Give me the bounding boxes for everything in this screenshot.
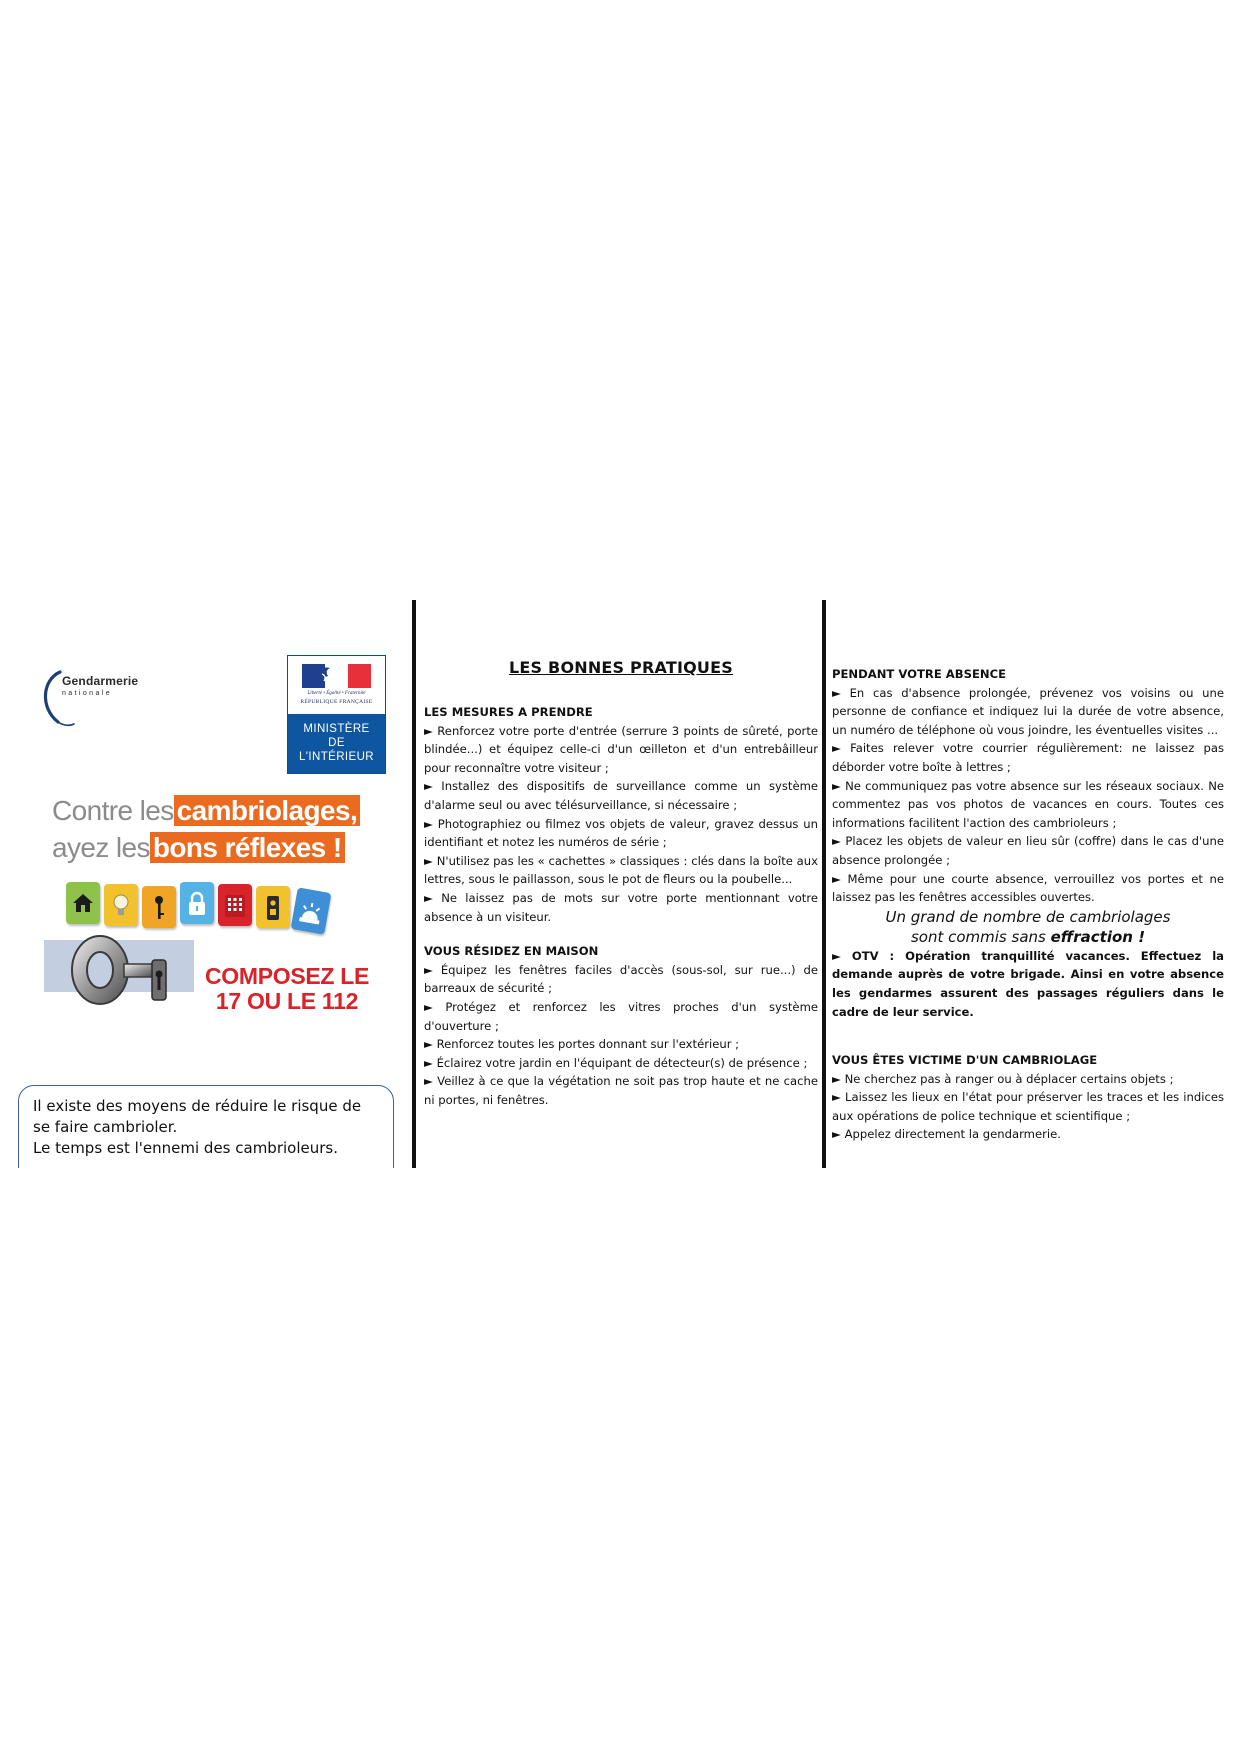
list-item: ► Équipez les fenêtres faciles d'accès (sous-sol, sur rue...) de barreaux de sécurité ; <box>424 962 818 996</box>
right-text-block <box>832 665 1224 1144</box>
campaign-slogan <box>52 792 372 866</box>
big-key-icon <box>66 930 186 1020</box>
slogan-line-1-prefix: Contre les <box>52 795 174 826</box>
ministere-line-3: L'INTÉRIEUR <box>299 751 374 763</box>
list-item: ► Faites relever votre courrier régulièrement: ne laissez pas déborder votre boîte à lettres ; <box>832 741 1224 774</box>
ministere-line-1: MINISTÈRE <box>303 723 370 735</box>
effraction-note-line-2 <box>832 927 1224 947</box>
main-title: LES BONNES PRATIQUES <box>509 658 733 677</box>
keypad-icon <box>218 884 252 926</box>
column-divider-2 <box>822 600 826 1168</box>
left-panel <box>0 600 410 1168</box>
right-panel <box>832 600 1232 1168</box>
list-item: ► Protégez et renforcez les vitres proches d'un système d'ouverture ; <box>424 999 818 1033</box>
composez-line-2: 17 OU LE 112 <box>215 988 359 1014</box>
gendarmerie-name: Gendarmerie <box>62 674 139 688</box>
slogan-line-1 <box>52 792 372 829</box>
marianne-block <box>288 656 385 714</box>
list-item: ► Veillez à ce que la végétation ne soit pas trop haute et ne cache ni portes, ni fenêtres. <box>424 1074 818 1107</box>
middle-panel <box>422 600 820 1168</box>
ministere-name <box>288 722 385 764</box>
list-item: ► Laissez les lieux en l'état pour préserver les traces et les indices aux opérations de police technique et scientifique ; <box>832 1090 1224 1123</box>
effraction-note-bold: effraction ! <box>1050 927 1146 946</box>
section-heading-victime: VOUS ÊTES VICTIME D'UN CAMBRIOLAGE <box>832 1053 1098 1068</box>
otv-paragraph: ► OTV : Opération tranquillité vacances. Effectuez la demande auprès de votre brigade. Ainsi en votre absence les gendarmes assurent des passages réguliers dans le cadre de leur service. <box>832 948 1224 1019</box>
list-item: ► Appelez directement la gendarmerie. <box>832 1127 1061 1142</box>
list-item: ► Ne cherchez pas à ranger ou à déplacer certains objets ; <box>832 1071 1174 1086</box>
list-item: ► Éclairez votre jardin en l'équipant de détecteur(s) de présence ; <box>424 1055 808 1070</box>
republique-francaise-label: RÉPUBLIQUE FRANÇAISE <box>300 699 373 705</box>
list-item: ► N'utilisez pas les « cachettes » classiques : clés dans la boîte aux lettres, sous le paillasson, sous le pot de fleurs ou la poubelle... <box>424 853 818 887</box>
emergency-numbers <box>192 964 382 1014</box>
list-item: ► Ne communiquez pas votre absence sur les réseaux sociaux. Ne commentez pas vos photos de vacances en cours. Toutes ces informations facilitent l'action des cambrioleurs ; <box>832 778 1224 830</box>
section-heading-absence: PENDANT VOTRE ABSENCE <box>832 667 1006 681</box>
effraction-note-line-1: Un grand de nombre de cambriolages <box>885 907 1171 926</box>
ministere-logo <box>287 655 386 774</box>
effraction-note-prefix: sont commis sans <box>910 927 1051 946</box>
section-heading-maison: VOUS RÉSIDEZ EN MAISON <box>424 944 599 959</box>
gendarmerie-subtitle: nationale <box>62 690 113 697</box>
key-icon <box>142 886 176 928</box>
column-divider-1 <box>412 600 416 1168</box>
slogan-line-2 <box>52 829 372 866</box>
padlock-icon <box>180 882 214 924</box>
alarm-light-icon <box>291 887 332 934</box>
composez-line-1: COMPOSEZ LE <box>204 963 370 989</box>
list-item: ► En cas d'absence prolongée, prévenez vos voisins ou une personne de confiance et indiquez lui la durée de votre absence, un numéro de téléphone où vous joindre, les éventuelles visites ... <box>832 685 1224 737</box>
slogan-line-2-highlight: bons réflexes ! <box>150 832 345 863</box>
ministere-line-2: DE <box>328 737 345 749</box>
leaflet-sheet <box>0 600 1240 1168</box>
intro-box <box>18 1085 394 1168</box>
list-item: ► Renforcez toutes les portes donnant sur l'extérieur ; <box>424 1037 740 1052</box>
intercom-icon <box>256 886 290 928</box>
gendarmerie-logo <box>38 668 148 728</box>
bulb-icon <box>104 884 138 926</box>
slogan-line-1-highlight: cambriolages, <box>174 795 361 826</box>
list-item: ► Ne laissez pas de mots sur votre porte mentionnant votre absence à un visiteur. <box>424 890 818 924</box>
section-heading-mesures: LES MESURES A PRENDRE <box>424 705 593 719</box>
intro-line-2: Le temps est l'ennemi des cambrioleurs. <box>33 1139 338 1157</box>
marianne-profile-icon <box>312 664 334 688</box>
security-icons-row <box>66 876 341 934</box>
republique-devise: Liberté • Égalité • Fraternité <box>307 691 366 696</box>
slogan-line-2-prefix: ayez les <box>52 832 150 863</box>
list-item: ► Photographiez ou filmez vos objets de valeur, gravez dessus un identifiant et notez les numéros de série ; <box>424 816 818 850</box>
list-item: ► Installez des dispositifs de surveillance comme un système d'alarme seul ou avec télésurveillance, si nécessaire ; <box>424 779 818 812</box>
effraction-note <box>832 907 1224 947</box>
key-in-lock-illustration <box>44 930 194 1020</box>
middle-text-block <box>424 703 818 1109</box>
list-item: ► Même pour une courte absence, verrouillez vos portes et ne laissez pas les fenêtres accessibles ouvertes. <box>832 871 1224 905</box>
intro-line-1: Il existe des moyens de réduire le risque de se faire cambrioler. <box>33 1097 362 1136</box>
house-icon <box>66 882 100 924</box>
list-item: ► Placez les objets de valeur en lieu sûr (coffre) dans le cas d'une absence prolongée ; <box>832 834 1224 867</box>
list-item: ► Renforcez votre porte d'entrée (serrure 3 points de sûreté, porte blindée...) et équipez celle-ci d'un œilleton et d'un entrebâilleur pour reconnaître votre visiteur ; <box>424 723 818 775</box>
